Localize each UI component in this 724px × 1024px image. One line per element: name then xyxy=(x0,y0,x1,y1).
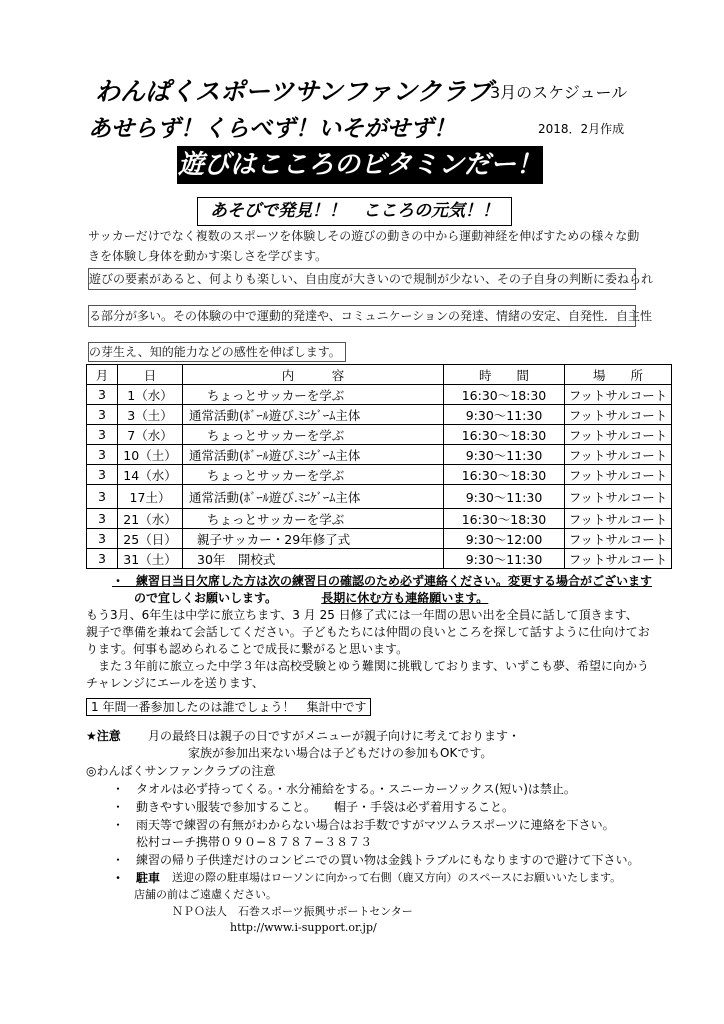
cell-month: 3 xyxy=(87,529,118,549)
date-made: 2018．2月作成 xyxy=(538,122,625,136)
message-line-3: ります。何事も認められることで成長に繋がると思います。 xyxy=(86,642,409,656)
cell-place: フットサルコート xyxy=(565,465,672,485)
cell-time: 16:30〜18:30 xyxy=(444,385,565,405)
cell-time: 9:30〜11:30 xyxy=(444,549,565,569)
club-note-2: ・ 動きやすい服装で参加すること。 帽子・手袋は必ず着用すること。 xyxy=(112,800,515,814)
club-note-1: ・ タオルは必ず持ってくる。・水分補給をする。・スニーカーソックス(短い)は禁止。 xyxy=(112,782,576,796)
cell-month: 3 xyxy=(87,445,118,465)
cell-time: 9:30〜11:30 xyxy=(444,485,565,509)
table-row xyxy=(87,485,672,509)
banner-title: 遊びはこころのビタミンだー！ xyxy=(177,146,543,184)
cell-time: 9:30〜12:00 xyxy=(444,529,565,549)
parking-label: ・ 駐車 xyxy=(112,871,161,885)
motto: あせらず！くらべず！いそがせず！ xyxy=(88,116,456,142)
cell-month: 3 xyxy=(87,425,118,445)
club-note-4: ・ 練習の帰り子供達だけのコンビニでの買い物は金銭トラブルにもなりますので避けて下さい。 xyxy=(112,853,640,867)
subtitle-box: あそびで発見！！ こころの元気！！ xyxy=(197,197,512,226)
club-notes-title: ◎わんぱくサンファンクラブの注意 xyxy=(86,764,276,778)
cell-content: 通常活動(ﾎﾞｰﾙ遊び.ﾐﾆｹﾞｰﾑ主体 xyxy=(183,445,444,465)
cell-place: フットサルコート xyxy=(565,529,672,549)
message-line-4: また３年前に旅立った中学３年は高校受験とゆう難関に挑戦しております、いずこも夢、希望に向かう xyxy=(86,659,650,673)
col-month: 月 xyxy=(87,365,118,385)
cell-month: 3 xyxy=(87,385,118,405)
cell-time: 16:30〜18:30 xyxy=(444,509,565,529)
col-time: 時 間 xyxy=(444,365,565,385)
intro-line-1: 遊びの要素があると、何よりも楽しい、自由度が大きいので規制が少ない、その子自身の判断に委ねられ xyxy=(88,268,636,290)
cell-day: 10（土） xyxy=(118,445,183,465)
cell-time: 16:30〜18:30 xyxy=(444,425,565,445)
attendance-count-box: 1 年間一番参加したのは誰でしょう！ 集計中です xyxy=(86,698,371,716)
attendance-note-2b: 長期に休む方も連絡願います。 xyxy=(321,591,489,605)
cell-place: フットサルコート xyxy=(565,509,672,529)
caution-label: ★注意 xyxy=(86,729,121,743)
table-row xyxy=(87,425,672,445)
cell-day: 1（水） xyxy=(118,385,183,405)
cell-place: フットサルコート xyxy=(565,485,672,509)
cell-day: 14（水） xyxy=(118,465,183,485)
table-row xyxy=(87,529,672,549)
message-line-2: 親子で準備を兼ねて会話してください。子どもたちには仲間の良いところを探して話すように仕向けてお xyxy=(86,625,650,639)
cell-place: フットサルコート xyxy=(565,549,672,569)
schedule-table xyxy=(86,364,672,569)
cell-place: フットサルコート xyxy=(565,445,672,465)
cell-month: 3 xyxy=(87,549,118,569)
message-line-5: チャレンジにエールを送ります、 xyxy=(86,676,264,690)
club-note-3: ・ 雨天等で練習の有無がわからない場合はお手数ですがマツムラスポーツに連絡を下さい。 xyxy=(112,818,615,832)
organization-name: ＮＰＯ法人 石巻スポーツ振興サポートセンター xyxy=(172,905,413,918)
cell-content: 通常活動(ﾎﾞｰﾙ遊び.ﾐﾆｹﾞｰﾑ主体 xyxy=(183,485,444,509)
attendance-note-2a: ので宜しくお願いします。 xyxy=(134,591,278,605)
table-row xyxy=(87,509,672,529)
cell-month: 3 xyxy=(87,405,118,425)
col-place: 場 所 xyxy=(565,365,672,385)
cell-time: 9:30〜11:30 xyxy=(444,445,565,465)
cell-time: 16:30〜18:30 xyxy=(444,465,565,485)
cell-content: 30年 開校式 xyxy=(183,549,444,569)
attendance-note-2 xyxy=(134,589,488,606)
cell-time: 9:30〜11:30 xyxy=(444,405,565,425)
caution-line-2: 家族が参加出来ない場合は子どもだけの参加もOKです。 xyxy=(188,746,493,760)
cell-month: 3 xyxy=(87,485,118,509)
cell-day: 21（水） xyxy=(118,509,183,529)
caution-line-1: 月の最終日は親子の日ですがメニューが親子向けに考えております・ xyxy=(148,729,521,743)
cell-content: 親子サッカー・29年修了式 xyxy=(183,529,444,549)
cell-day: 3（土） xyxy=(118,405,183,425)
table-row xyxy=(87,465,672,485)
cell-day: 7（水） xyxy=(118,425,183,445)
schedule-label: 3月のスケジュール xyxy=(490,83,628,102)
table-row xyxy=(87,549,672,569)
cell-place: フットサルコート xyxy=(565,385,672,405)
message-line-1: もう3月、6年生は中学に旅立ちます、3 月 25 日修了式には一年間の思い出を全員に話して頂きます、 xyxy=(86,608,638,622)
cell-content: ちょっとサッカーを学ぶ xyxy=(183,385,444,405)
intro-text: サッカーだけでなく複数のスポーツを体験しその遊びの動きの中から運動神経を伸ばすための様々な動きを体験し身体を動かす楽しさを学びます。 xyxy=(88,229,640,263)
parking-line-2: 店舗の前はご遠慮ください。 xyxy=(134,888,277,901)
cell-content: ちょっとサッカーを学ぶ xyxy=(183,425,444,445)
club-name: わんぱくスポーツサンファンクラブ xyxy=(95,77,492,106)
cell-content: ちょっとサッカーを学ぶ xyxy=(183,509,444,529)
intro-line-2: る部分が多い。その体験の中で運動的発達や、コミュニケーションの発達、情緒の安定、自発性．自主性 xyxy=(88,305,636,327)
website-link[interactable]: http://www.i-support.or.jp/ xyxy=(230,921,377,934)
cell-day: 25（日） xyxy=(118,529,183,549)
cell-day: 17土） xyxy=(118,485,183,509)
cell-content: ちょっとサッカーを学ぶ xyxy=(183,465,444,485)
table-row xyxy=(87,405,672,425)
cell-content: 通常活動(ﾎﾞｰﾙ遊び.ﾐﾆｹﾞｰﾑ主体 xyxy=(183,405,444,425)
attendance-note-1: ・ 練習日当日欠席した方は次の練習日の確認のため必ず連絡ください。変更する場合がございます xyxy=(112,574,653,588)
cell-day: 31（土） xyxy=(118,549,183,569)
cell-month: 3 xyxy=(87,465,118,485)
table-row xyxy=(87,385,672,405)
club-note-phone: 松村コーチ携帯０９０−８７８７−３８７３ xyxy=(112,835,373,849)
table-row xyxy=(87,445,672,465)
parking-line-1: 送迎の際の駐車場はローソンに向かって右側（鹿又方向）のスペースにお願いいたします。 xyxy=(172,871,622,884)
col-day: 日 xyxy=(118,365,183,385)
col-content: 内 容 xyxy=(183,365,444,385)
cell-place: フットサルコート xyxy=(565,425,672,445)
cell-place: フットサルコート xyxy=(565,405,672,425)
intro-line-3: の芽生え、知的能力などの感性を伸ばします。 xyxy=(88,342,346,362)
table-header-row xyxy=(87,365,672,385)
cell-month: 3 xyxy=(87,509,118,529)
